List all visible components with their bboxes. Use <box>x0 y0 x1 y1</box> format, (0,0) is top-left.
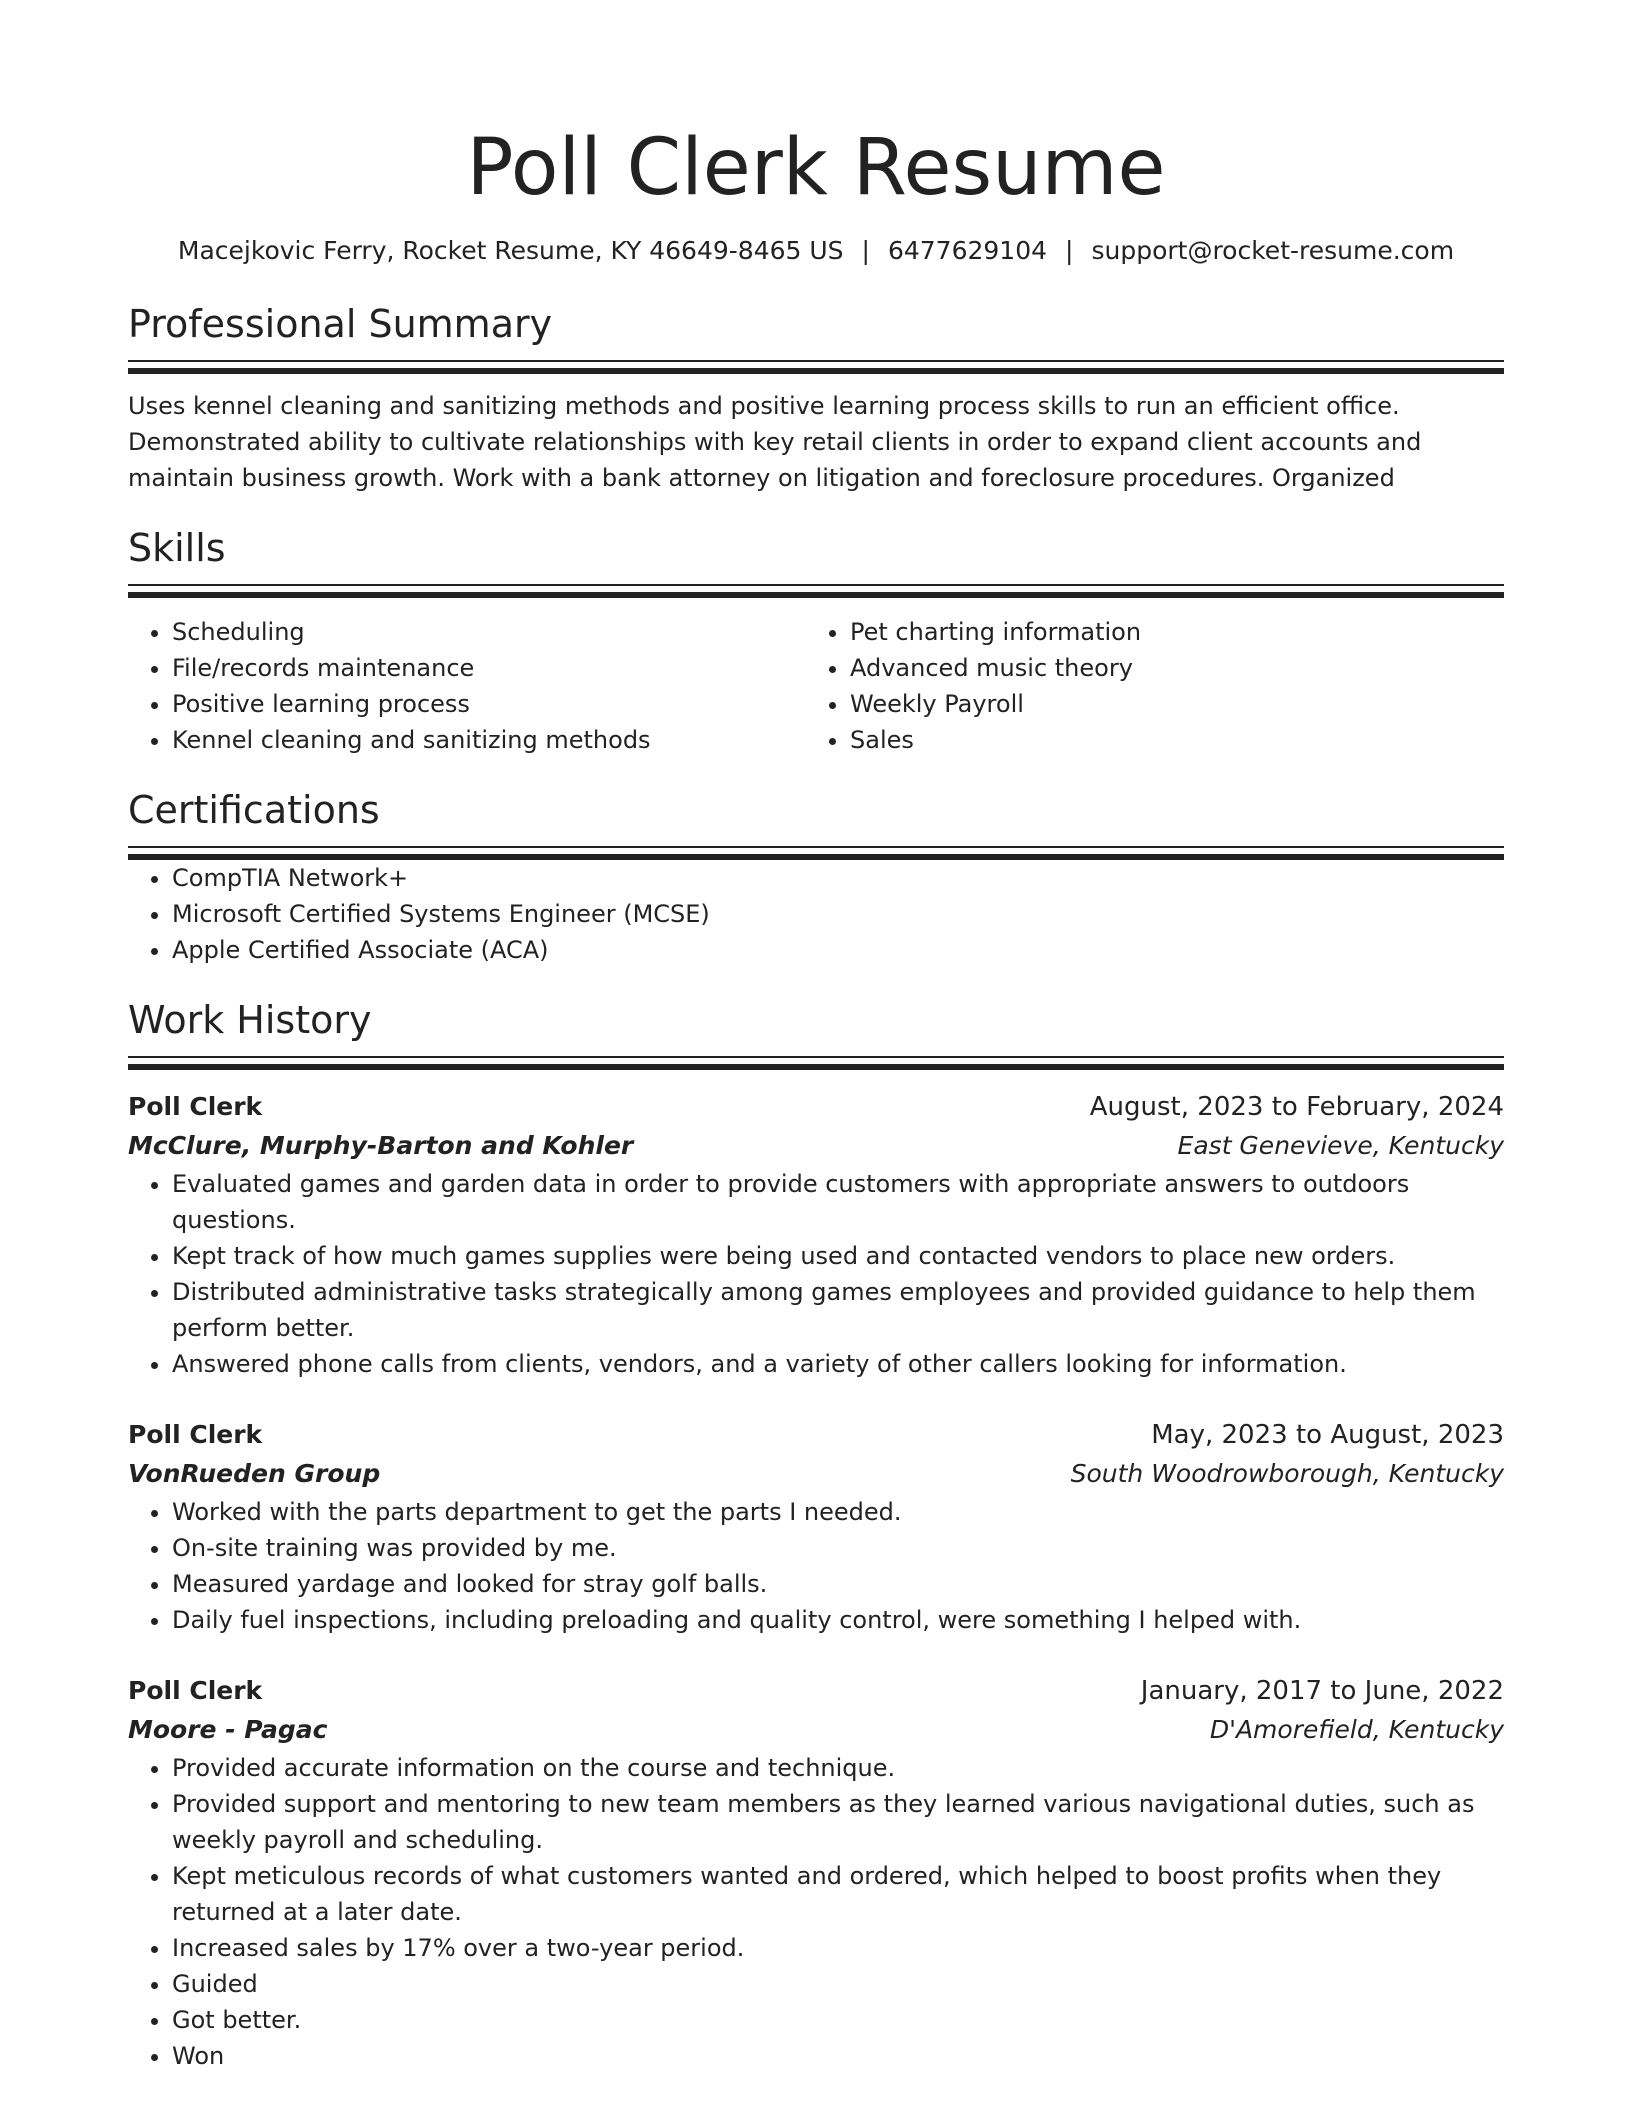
job-bullet: • Got better. <box>172 2002 1504 2038</box>
job-bullet: • Provided support and mentoring to new team members as they learned various navigational duties, such as weekly payroll and scheduling. <box>172 1786 1504 1858</box>
job-bullet: • On-site training was provided by me. <box>172 1530 1504 1566</box>
job-title: Poll Clerk <box>128 1420 263 1449</box>
certifications-list <box>128 860 1504 968</box>
page-title: Poll Clerk Resume <box>466 123 1166 213</box>
section-rule-thin <box>128 584 1504 586</box>
certification-item: • CompTIA Network+ <box>172 860 1504 896</box>
skill-item: • Scheduling <box>172 614 806 650</box>
job-bullets <box>128 1494 1504 1638</box>
job-company: McClure, Murphy-Barton and Kohler <box>128 1131 634 1160</box>
resume-page <box>128 0 1504 2074</box>
job-title: Poll Clerk <box>128 1676 263 1705</box>
skill-item: • Sales <box>850 722 1484 758</box>
job-bullets <box>128 1750 1504 2074</box>
job-bullet: • Increased sales by 17% over a two-year period. <box>172 1930 1504 1966</box>
skills-column-left <box>128 614 806 758</box>
skill-item: • Pet charting information <box>850 614 1484 650</box>
skills-grid <box>128 614 1504 758</box>
contact-address: Macejkovic Ferry, Rocket Resume, KY 46649-8465 US <box>177 236 844 265</box>
contact-email: support@rocket-resume.com <box>1091 236 1455 265</box>
section-rule-thin <box>128 360 1504 362</box>
job-location: D'Amorefield, Kentucky <box>1209 1715 1504 1744</box>
job-bullet: • Won <box>172 2038 1504 2074</box>
job-location: South Woodrowborough, Kentucky <box>1070 1459 1504 1488</box>
job-title: Poll Clerk <box>128 1092 263 1121</box>
skill-item: • File/records maintenance <box>172 650 806 686</box>
job-bullet: • Provided accurate information on the course and technique. <box>172 1750 1504 1786</box>
skills-column-right <box>806 614 1484 758</box>
job-dates: May, 2023 to August, 2023 <box>1151 1420 1504 1450</box>
section-rule-thick <box>128 368 1504 374</box>
skills-section <box>128 524 1504 758</box>
skill-item: • Kennel cleaning and sanitizing methods <box>172 722 806 758</box>
contact-line <box>128 234 1504 268</box>
certification-item: • Microsoft Certified Systems Engineer (MCSE) <box>172 896 1504 932</box>
job-entry <box>128 1672 1504 2074</box>
job-bullet: • Guided <box>172 1966 1504 2002</box>
job-company: VonRueden Group <box>128 1459 381 1488</box>
contact-separator: | <box>1065 236 1074 265</box>
job-bullet: • Answered phone calls from clients, vendors, and a variety of other callers looking for information. <box>172 1346 1504 1382</box>
certifications-section <box>128 786 1504 968</box>
summary-text: Uses kennel cleaning and sanitizing methods and positive learning process skills to run an efficient office. Demonstrated ability to cultivate relationships with key retail clients in order to expand client accounts and maintain business growth. Work with a bank attorney on litigation and foreclosure procedures. Organized <box>128 392 1422 492</box>
job-bullet: • Worked with the parts department to get the parts I needed. <box>172 1494 1504 1530</box>
job-dates: January, 2017 to June, 2022 <box>1140 1676 1504 1706</box>
certification-item: • Apple Certified Associate (ACA) <box>172 932 1504 968</box>
contact-separator: | <box>861 236 870 265</box>
skill-item: • Positive learning process <box>172 686 806 722</box>
job-location: East Genevieve, Kentucky <box>1177 1131 1504 1160</box>
section-rule-thin <box>128 1056 1504 1058</box>
job-dates: August, 2023 to February, 2024 <box>1089 1092 1504 1122</box>
section-rule-thick <box>128 1064 1504 1070</box>
job-bullets <box>128 1166 1504 1382</box>
certifications-heading: Certifications <box>128 788 380 832</box>
job-company: Moore - Pagac <box>128 1715 328 1744</box>
job-bullet: • Kept track of how much games supplies were being used and contacted vendors to place new orders. <box>172 1238 1504 1274</box>
section-rule-thin <box>128 846 1504 848</box>
skills-heading: Skills <box>128 526 226 570</box>
summary-heading: Professional Summary <box>128 302 553 346</box>
section-rule-thick <box>128 592 1504 598</box>
job-entry <box>128 1088 1504 1382</box>
job-bullet: • Kept meticulous records of what customers wanted and ordered, which helped to boost profits when they returned at a later date. <box>172 1858 1504 1930</box>
job-entry <box>128 1416 1504 1638</box>
work-history-heading: Work History <box>128 998 372 1042</box>
work-history-section <box>128 996 1504 2074</box>
job-bullet: • Evaluated games and garden data in order to provide customers with appropriate answers to outdoors questions. <box>172 1166 1504 1238</box>
skill-item: • Weekly Payroll <box>850 686 1484 722</box>
job-bullet: • Measured yardage and looked for stray golf balls. <box>172 1566 1504 1602</box>
contact-phone: 6477629104 <box>887 236 1048 265</box>
job-bullet: • Daily fuel inspections, including preloading and quality control, were something I helped with. <box>172 1602 1504 1638</box>
job-bullet: • Distributed administrative tasks strategically among games employees and provided guidance to help them perform better. <box>172 1274 1504 1346</box>
summary-section <box>128 300 1504 496</box>
skill-item: • Advanced music theory <box>850 650 1484 686</box>
